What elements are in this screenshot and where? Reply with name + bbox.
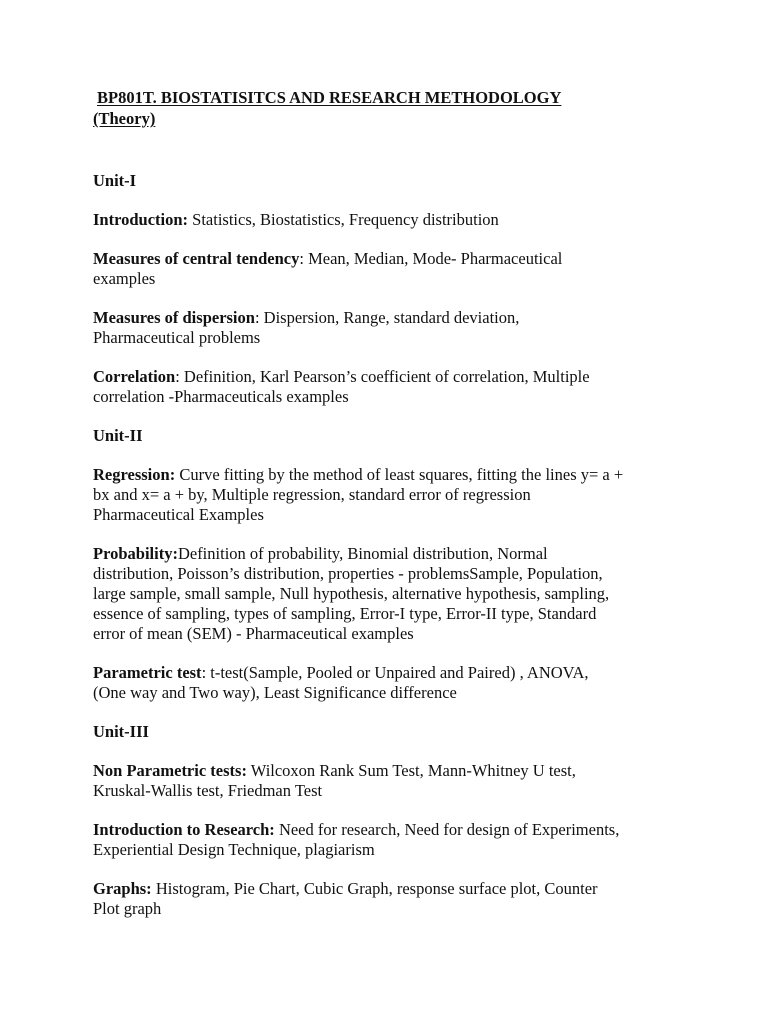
topic-description-line: distribution, Poisson’s distribution, properties - problemsSample, Population,: [93, 564, 603, 583]
topic-description-line: : Mean, Median, Mode- Pharmaceutical: [299, 249, 563, 268]
topic-description-line: Histogram, Pie Chart, Cubic Graph, response surface plot, Counter: [151, 879, 598, 898]
unit-heading: Unit-I: [93, 171, 137, 190]
topic-term: Introduction:: [93, 210, 189, 229]
topic-description-line: examples: [93, 269, 156, 288]
topic-paragraph: [93, 465, 693, 525]
topic-description-line: Wilcoxon Rank Sum Test, Mann-Whitney U test,: [246, 761, 576, 780]
topic-term: Non Parametric tests:: [93, 761, 247, 780]
topic-paragraph: [93, 367, 693, 407]
topic-description-line: essence of sampling, types of sampling, Error-I type, Error-II type, Standard: [93, 604, 597, 623]
topic-paragraph: [93, 663, 693, 703]
topic-term: Graphs:: [93, 879, 152, 898]
document-title-line1: BP801T. BIOSTATISITCS AND RESEARCH METHODOLOGY: [97, 88, 562, 107]
topic-term: Measures of central tendency: [93, 249, 300, 268]
topic-description-line: Kruskal-Wallis test, Friedman Test: [93, 781, 323, 800]
topic-description-line: (One way and Two way), Least Significance difference: [93, 683, 457, 702]
topic-term: Probability:: [93, 544, 178, 563]
topic-term: Introduction to Research:: [93, 820, 275, 839]
topic-description-line: Curve fitting by the method of least squares, fitting the lines y= a +: [175, 465, 624, 484]
topic-description-line: : Dispersion, Range, standard deviation,: [254, 308, 520, 327]
topic-term: Measures of dispersion: [93, 308, 255, 327]
unit-heading: Unit-III: [93, 722, 149, 741]
topic-description-line: : t-test(Sample, Pooled or Unpaired and Paired) , ANOVA,: [201, 663, 589, 682]
topic-description-line: Need for research, Need for design of Experiments,: [274, 820, 620, 839]
topic-term: Regression:: [93, 465, 176, 484]
topic-description-line: large sample, small sample, Null hypothesis, alternative hypothesis, sampling,: [93, 584, 610, 603]
topic-description-line: Experiential Design Technique, plagiarism: [93, 840, 375, 859]
topic-description-line: Statistics, Biostatistics, Frequency distribution: [188, 210, 499, 229]
topic-description-line: bx and x= a + by, Multiple regression, standard error of regression: [93, 485, 531, 504]
topic-description-line: Pharmaceutical Examples: [93, 505, 264, 524]
topic-description-line: error of mean (SEM) - Pharmaceutical examples: [93, 624, 414, 643]
topic-paragraph: [93, 544, 693, 644]
topic-paragraph: [93, 879, 693, 919]
topic-description-line: correlation -Pharmaceuticals examples: [93, 387, 349, 406]
topic-paragraph: [93, 761, 693, 801]
topic-description-line: Definition of probability, Binomial distribution, Normal: [177, 544, 548, 563]
syllabus-page: [93, 87, 693, 919]
document-title-line2: (Theory): [93, 109, 156, 128]
topic-paragraph: [93, 308, 693, 348]
topic-term: Parametric test: [93, 663, 202, 682]
topic-description-line: Pharmaceutical problems: [93, 328, 261, 347]
document-title: [93, 87, 693, 129]
topic-paragraph: [93, 249, 693, 289]
topic-paragraph: [93, 210, 693, 230]
topic-description-line: Plot graph: [93, 899, 162, 918]
unit-heading: Unit-II: [93, 426, 143, 445]
topic-description-line: : Definition, Karl Pearson’s coefficient of correlation, Multiple: [175, 367, 590, 386]
topic-term: Correlation: [93, 367, 176, 386]
units-container: [93, 171, 693, 919]
topic-paragraph: [93, 820, 693, 860]
